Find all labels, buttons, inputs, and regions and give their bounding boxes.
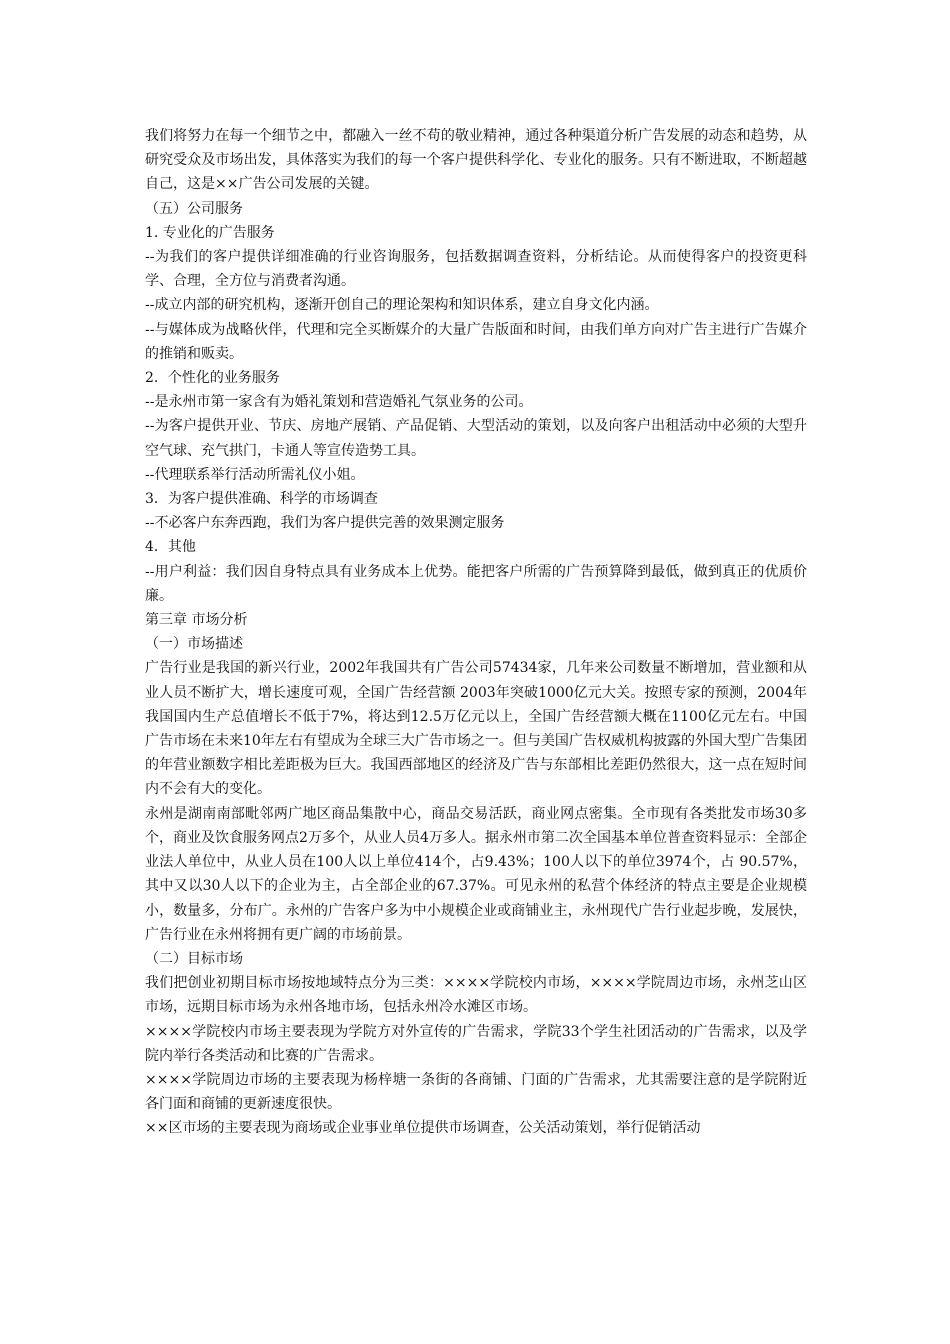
- chapter-heading-market-analysis: 第三章 市场分析: [145, 612, 248, 629]
- section-heading-company-services: （五）公司服务: [145, 200, 243, 217]
- paragraph-media-partner: --与媒体成为战略伙伴，代理和完全买断媒介的大量广告版面和时间，由我们单方向对广告主进行广告媒介的推销和贩卖。: [145, 321, 807, 362]
- paragraph-etiquette: --代理联系举行活动所需礼仪小姐。: [145, 466, 365, 483]
- subheading-professional-ad-service: 1. 专业化的广告服务: [145, 224, 275, 241]
- subheading-personalized-service: 2．个性化的业务服务: [145, 370, 280, 387]
- subheading-market-research: 3．为客户提供准确、科学的市场调查: [145, 491, 378, 508]
- paragraph-consulting: --为我们的客户提供详细准确的行业咨询服务，包括数据调查资料，分析结论。从而使得客户的投资更科学、合理，全方位与消费者沟通。: [145, 249, 807, 290]
- paragraph-yongzhou-market: 永州是湖南南部毗邻两广地区商品集散中心，商品交易活跃，商业网点密集。全市现有各类批发市场30多个，商业及饮食服务网点2万多个，从业人员4万多人。据永州市第二次全国基本单位普查资料显示：全部企业法人单位中，从业人员在100人以上单位414个，占9.43%；100人以下的单位3974个，占 90.57%，其中又以30人以下的企业为主，占全部企业的67.37%。可见永州的私营个体经济的特点主要是企业规模小，数量多，分布广。永州的广告客户多为中小规模企业或商铺业主，永州现代广告行业起步晚，发展快，广告行业在永州将拥有更广阔的市场前景。: [145, 805, 807, 943]
- document-page: [145, 124, 807, 1141]
- paragraph-events: --为客户提供开业、节庆、房地产展销、产品促销、大型活动的策划，以及向客户出租活动中必须的大型升空气球、充气拱门，卡通人等宣传造势工具。: [145, 418, 807, 459]
- paragraph-surrounding-market: ××××学院周边市场的主要表现为杨梓塘一条街的各商铺、门面的广告需求，尤其需要注意的是学院附近各门面和商铺的更新速度很快。: [145, 1071, 807, 1113]
- section-heading-target-market: （二）目标市场: [145, 950, 243, 967]
- paragraph-campus-market: ××××学院校内市场主要表现为学院方对外宣传的广告需求，学院33个学生社团活动的广告需求，以及学院内举行各类活动和比赛的广告需求。: [145, 1023, 807, 1064]
- paragraph-effect-testing: --不必客户东奔西跑，我们为客户提供完善的效果测定服务: [145, 515, 505, 532]
- section-heading-market-description: （一）市场描述: [145, 636, 243, 653]
- paragraph-user-benefit: --用户利益：我们因自身特点具有业务成本上优势。能把客户所需的广告预算降到最低，做到真正的优质价廉。: [145, 563, 807, 604]
- subheading-other: 4．其他: [145, 539, 196, 556]
- paragraph-intro: 我们将努力在每一个细节之中，都融入一丝不苟的敬业精神，通过各种渠道分析广告发展的动态和趋势，从研究受众及市场出发，具体落实为我们的每一个客户提供科学化、专业化的服务。只有不断进取，不断超越自己，这是××广告公司发展的关键。: [145, 128, 807, 193]
- paragraph-target-segments: 我们把创业初期目标市场按地域特点分为三类：××××学院校内市场，××××学院周边市场，永州芝山区市场，远期目标市场为永州各地市场，包括永州冷水滩区市场。: [145, 975, 807, 1016]
- paragraph-industry-overview: 广告行业是我国的新兴行业，2002年我国共有广告公司57434家，几年来公司数量不断增加，营业额和从业人员不断扩大，增长速度可观，全国广告经营额 2003年突破1000亿元大关。按照专家的预测，2004年我国国内生产总值增长不低于7%，将达到12.5万亿元以上，全国广告经营额大概在1100亿元左右。中国广告市场在未来10年左右有望成为全球三大广告市场之一。但与美国广告权威机构披露的外国大型广告集团的年营业额数字相比差距极为巨大。我国西部地区的经济及广告与东部相比差距仍然很大，这一点在短时间内不会有大的变化。: [145, 660, 807, 798]
- paragraph-district-market: ××区市场的主要表现为商场或企业事业单位提供市场调查，公关活动策划，举行促销活动: [145, 1120, 701, 1137]
- paragraph-wedding: --是永州市第一家含有为婚礼策划和营造婚礼气氛业务的公司。: [145, 394, 533, 411]
- paragraph-research: --成立内部的研究机构，逐渐开创自己的理论架构和知识体系，建立自身文化内涵。: [145, 297, 659, 314]
